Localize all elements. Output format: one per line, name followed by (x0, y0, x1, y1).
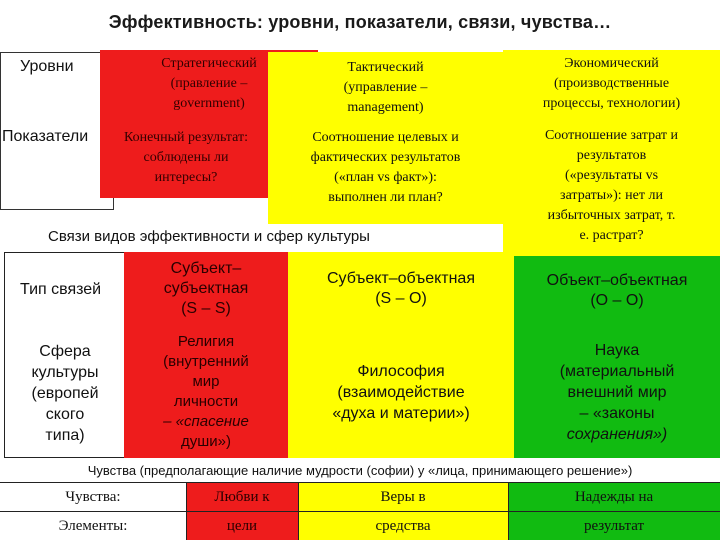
indicator-strategic-line3: интересы? (154, 170, 218, 185)
level-strategic-line3: government) (173, 96, 245, 111)
level-tactical-line2: (управление – (343, 80, 428, 95)
link-so-line2: (S – O) (375, 290, 427, 307)
link-subject-object (288, 252, 514, 326)
feelings-label: Чувства: (65, 488, 121, 505)
link-oo-line2: (O – O) (590, 292, 644, 309)
bottom-col-divider-1 (186, 483, 187, 540)
sphere-label-line2: культуры (31, 363, 99, 381)
sphere-science-line4: – «законы (579, 404, 655, 422)
sphere-philosophy-line2: (взаимодействие (337, 383, 465, 401)
indicator-tactical-line4: выполнен ли план? (328, 190, 443, 205)
link-subject-subject (124, 252, 288, 326)
indicator-economic-line1: Соотношение затрат и (544, 128, 679, 143)
links-label: Тип связей (20, 281, 102, 298)
indicator-tactical-line2: фактических результатов (310, 150, 461, 165)
link-ss-line1: Субъект– (170, 260, 242, 277)
sphere-label-line4: ского (45, 405, 85, 423)
sphere-label-line1: Сфера (39, 342, 91, 360)
sphere-religion-line4: личности (173, 393, 239, 410)
link-ss-line2: субъектная (163, 280, 249, 297)
sphere-religion-line5: – «спасение (163, 413, 249, 430)
sphere-science-line2: (материальный (559, 362, 675, 380)
sphere-label (6, 330, 124, 456)
indicator-economic-line3: («результаты vs (564, 168, 659, 183)
link-so-line1: Субъект–объектная (326, 270, 475, 287)
sphere-science-line1: Наука (594, 341, 640, 359)
bottom-col-divider-2 (298, 483, 299, 540)
sphere-religion-line6: души») (180, 433, 231, 450)
element-means: средства (298, 512, 508, 540)
link-object-object (514, 256, 720, 326)
element-goals: цели (186, 512, 298, 540)
feeling-love: Любви к (186, 483, 298, 511)
elements-label: Элементы: (58, 517, 128, 534)
element-result: результат (508, 512, 720, 540)
level-tactical-name: Тактический (347, 60, 424, 75)
sphere-philosophy (288, 326, 514, 458)
indicator-tactical-line3: («план vs факт»): (334, 170, 437, 185)
levels-label: Уровни (20, 58, 74, 75)
level-strategic-name: Стратегический (161, 56, 257, 71)
sphere-label-line5: типа) (45, 426, 85, 444)
indicator-economic-line5: избыточных затрат, т. (547, 208, 676, 223)
sphere-philosophy-line1: Философия (357, 362, 445, 380)
sphere-religion-line3: мир (192, 373, 220, 390)
level-economic-line2: (производственные (553, 76, 670, 91)
sphere-label-line3: (европей (31, 384, 99, 402)
indicator-strategic-line2: соблюдены ли (143, 150, 229, 165)
level-tactical-line3: management) (347, 100, 424, 115)
sphere-philosophy-line3: «духа и материи») (332, 404, 470, 422)
indicators-label: Показатели (2, 128, 89, 145)
sphere-science (514, 326, 720, 458)
feeling-hope: Надежды на (508, 483, 720, 511)
feelings-caption: Чувства (предполагающие наличие мудрости (софии) у «лица, принимающего решение») (87, 463, 633, 478)
feeling-faith: Веры в (298, 483, 508, 511)
links-caption: Связи видов эффективности и сфер культуры (48, 228, 370, 245)
level-economic-line3: процессы, технологии) (542, 96, 681, 111)
sphere-religion-line1: Религия (177, 333, 235, 350)
sphere-religion (124, 326, 288, 458)
link-oo-line1: Объект–объектная (546, 272, 688, 289)
indicator-economic (503, 124, 720, 256)
level-economic (503, 50, 720, 124)
sphere-science-line5: сохранения») (566, 425, 668, 443)
bottom-col-divider-3 (508, 483, 509, 540)
page-title: Эффективность: уровни, показатели, связи, чувства… (108, 12, 612, 32)
sphere-science-line3: внешний мир (567, 383, 667, 401)
indicator-economic-line4: затраты»): нет ли (560, 188, 663, 203)
indicator-tactical (268, 124, 503, 224)
indicator-economic-line2: результатов (576, 148, 647, 163)
level-strategic-line2: (правление – (170, 76, 248, 91)
level-tactical (268, 52, 503, 124)
indicator-tactical-line1: Соотношение целевых и (312, 130, 459, 145)
indicator-economic-line6: е. растрат? (579, 228, 644, 243)
indicator-strategic-line1: Конечный результат: (124, 130, 248, 145)
link-ss-line3: (S – S) (181, 300, 231, 317)
level-economic-name: Экономический (564, 56, 659, 71)
sphere-religion-line2: (внутренний (163, 353, 249, 370)
indicator-strategic (100, 124, 272, 198)
